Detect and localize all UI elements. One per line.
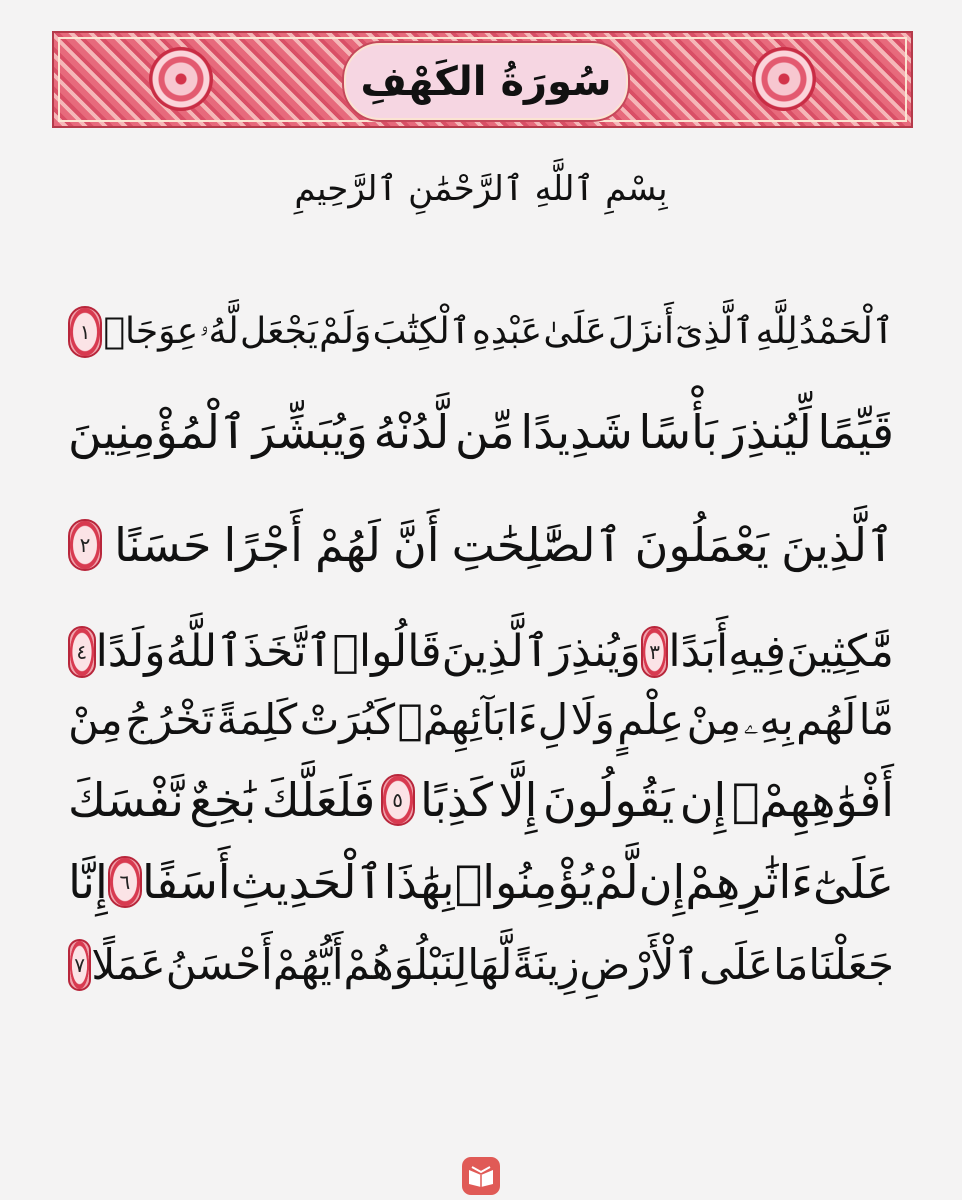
verse-line [68, 842, 894, 922]
verse-word: عَلَى [699, 940, 774, 989]
verse-word: ٱلصَّٰلِحَٰتِ [451, 518, 623, 572]
verse-line [68, 760, 894, 840]
verse-word: لِءَابَآئِهِمْۚ [397, 695, 569, 744]
verse-word: ٱلَّذِينَ [781, 518, 894, 572]
ayah-number-marker: ٢ [68, 519, 102, 571]
ayah-number-marker: ٤ [68, 626, 96, 678]
verse-word: فِيهِ [728, 626, 787, 677]
verse-word: لَهُمْ [315, 518, 381, 572]
verse-word: وَلَا [570, 695, 615, 744]
verse-word: إِن [638, 855, 686, 909]
ayah-number-marker: ٧ [68, 939, 91, 991]
verse-word: وَلَدًا [95, 626, 166, 677]
verse-line [68, 292, 894, 372]
verse-word: لَّهَا [467, 940, 513, 989]
verse-word: عَلَىٰ [543, 311, 607, 352]
verse-word: تَخْرُجُ [125, 695, 215, 744]
verse-word: مَّٰكِثِينَ [786, 626, 894, 677]
quran-book-icon[interactable] [462, 1157, 500, 1195]
verse-word: مَّا [858, 695, 894, 744]
verse-word: حَسَنًا [114, 518, 212, 572]
verse-word: لِلَّهِ [755, 311, 798, 352]
verse-word: أَبَدًا [668, 626, 729, 677]
verse-word: وَيُنذِرَ [549, 626, 641, 677]
verse-word: ٱلْحَمْدُ [798, 311, 894, 352]
verse-word: لِنَبْلُوَهُمْ [343, 940, 468, 989]
verse-word: كَذِبًا [420, 773, 493, 827]
verse-word: عَلَىٰٓ [812, 855, 894, 909]
rosette-ornament-icon [149, 47, 213, 111]
verse-word: مِّن [454, 405, 515, 459]
verse-word: مَا [773, 940, 809, 989]
surah-title: سُورَةُ الكَهْفِ [360, 58, 612, 105]
verse-word: ٱللَّهُ [165, 626, 243, 677]
verse-word: نَّفْسَكَ [68, 773, 184, 827]
verse-word: كَلِمَةً [216, 695, 298, 744]
verse-line [68, 925, 894, 1005]
verse-word: ٱلْأَرْضِ [579, 940, 700, 989]
verse-word: أَيُّهُمْ [272, 940, 344, 989]
ayah-number-marker: ٥ [381, 774, 415, 826]
verse-word: وَيُبَشِّرَ [252, 405, 368, 459]
verse-word: يَقُولُونَ [542, 773, 675, 827]
verse-word: أَنَّ [392, 518, 440, 572]
verse-word: عِوَجَاۜ [103, 311, 199, 352]
verse-word: لَّدُنْهُ [373, 405, 450, 459]
verse-word: إِنَّا [68, 855, 108, 909]
verse-word: يَعْمَلُونَ [634, 518, 769, 572]
verse-word: وَلَمْ [319, 311, 372, 352]
verse-word: ءَاثَٰرِهِمْ [685, 855, 813, 909]
verse-word: ٱلْكِتَٰبَ [372, 311, 471, 352]
surah-title-cartouche [344, 43, 628, 120]
verse-word: أَنزَلَ [607, 311, 674, 352]
basmala: بِسْمِ ٱللَّهِ ٱلرَّحْمَٰنِ ٱلرَّحِيمِ [294, 169, 668, 209]
verse-word: كَبُرَتْ [299, 695, 396, 744]
verse-word: لَّمْ [593, 855, 639, 909]
verse-line [68, 680, 894, 760]
verse-word: يَجْعَل [239, 311, 318, 352]
surah-header-banner [52, 31, 913, 128]
verse-word: ٱتَّخَذَ [242, 626, 333, 677]
verse-word: جَعَلْنَا [808, 940, 894, 989]
rosette-ornament-icon [752, 47, 816, 111]
verse-line [68, 505, 894, 585]
verse-word: أَفْوَٰهِهِمْۚ [731, 773, 894, 827]
verse-word: لَهُم [796, 695, 857, 744]
verse-word: زِينَةً [512, 940, 580, 989]
verse-word: إِلَّا [498, 773, 538, 827]
ayah-number-marker: ٣ [641, 626, 669, 678]
verse-word: مِنْ [68, 695, 123, 744]
verse-word: بَٰخِعٌ [189, 773, 257, 827]
verse-word: إِن [679, 773, 727, 827]
verse-word: أَجْرًا [223, 518, 303, 572]
verse-word: قَيِّمًا [817, 405, 894, 459]
verse-word: ٱلَّذِينَ [441, 626, 550, 677]
verse-word: عِلْمٍ [617, 695, 685, 744]
verse-word: عَمَلًا [91, 940, 166, 989]
ayah-number-marker: ٦ [108, 856, 142, 908]
verse-word: ٱلْحَدِيثِ [230, 855, 384, 909]
verse-word: شَدِيدًا [520, 405, 633, 459]
verse-word: مِنْ [686, 695, 742, 744]
verse-word: أَسَفًا [141, 855, 231, 909]
verse-word: ٱلْمُؤْمِنِينَ [68, 405, 247, 459]
verse-word: بِهَٰذَا [383, 855, 455, 909]
verse-word: بَأْسًا [638, 405, 718, 459]
verse-word: فَلَعَلَّكَ [261, 773, 376, 827]
verse-word: لَّهُۥ [199, 311, 239, 352]
verse-word: لِّيُنذِرَ [723, 405, 812, 459]
ayah-number-marker: ١ [68, 306, 102, 358]
verse-word: أَحْسَنُ [165, 940, 273, 989]
verse-line [68, 392, 894, 472]
verse-word: عَبْدِهِ [472, 311, 543, 352]
verse-word: يُؤْمِنُوا۟ [454, 855, 594, 909]
verse-word: بِهِۦ [743, 695, 794, 744]
verse-word: قَالُوا۟ [332, 626, 442, 677]
verse-word: ٱلَّذِىٓ [675, 311, 755, 352]
